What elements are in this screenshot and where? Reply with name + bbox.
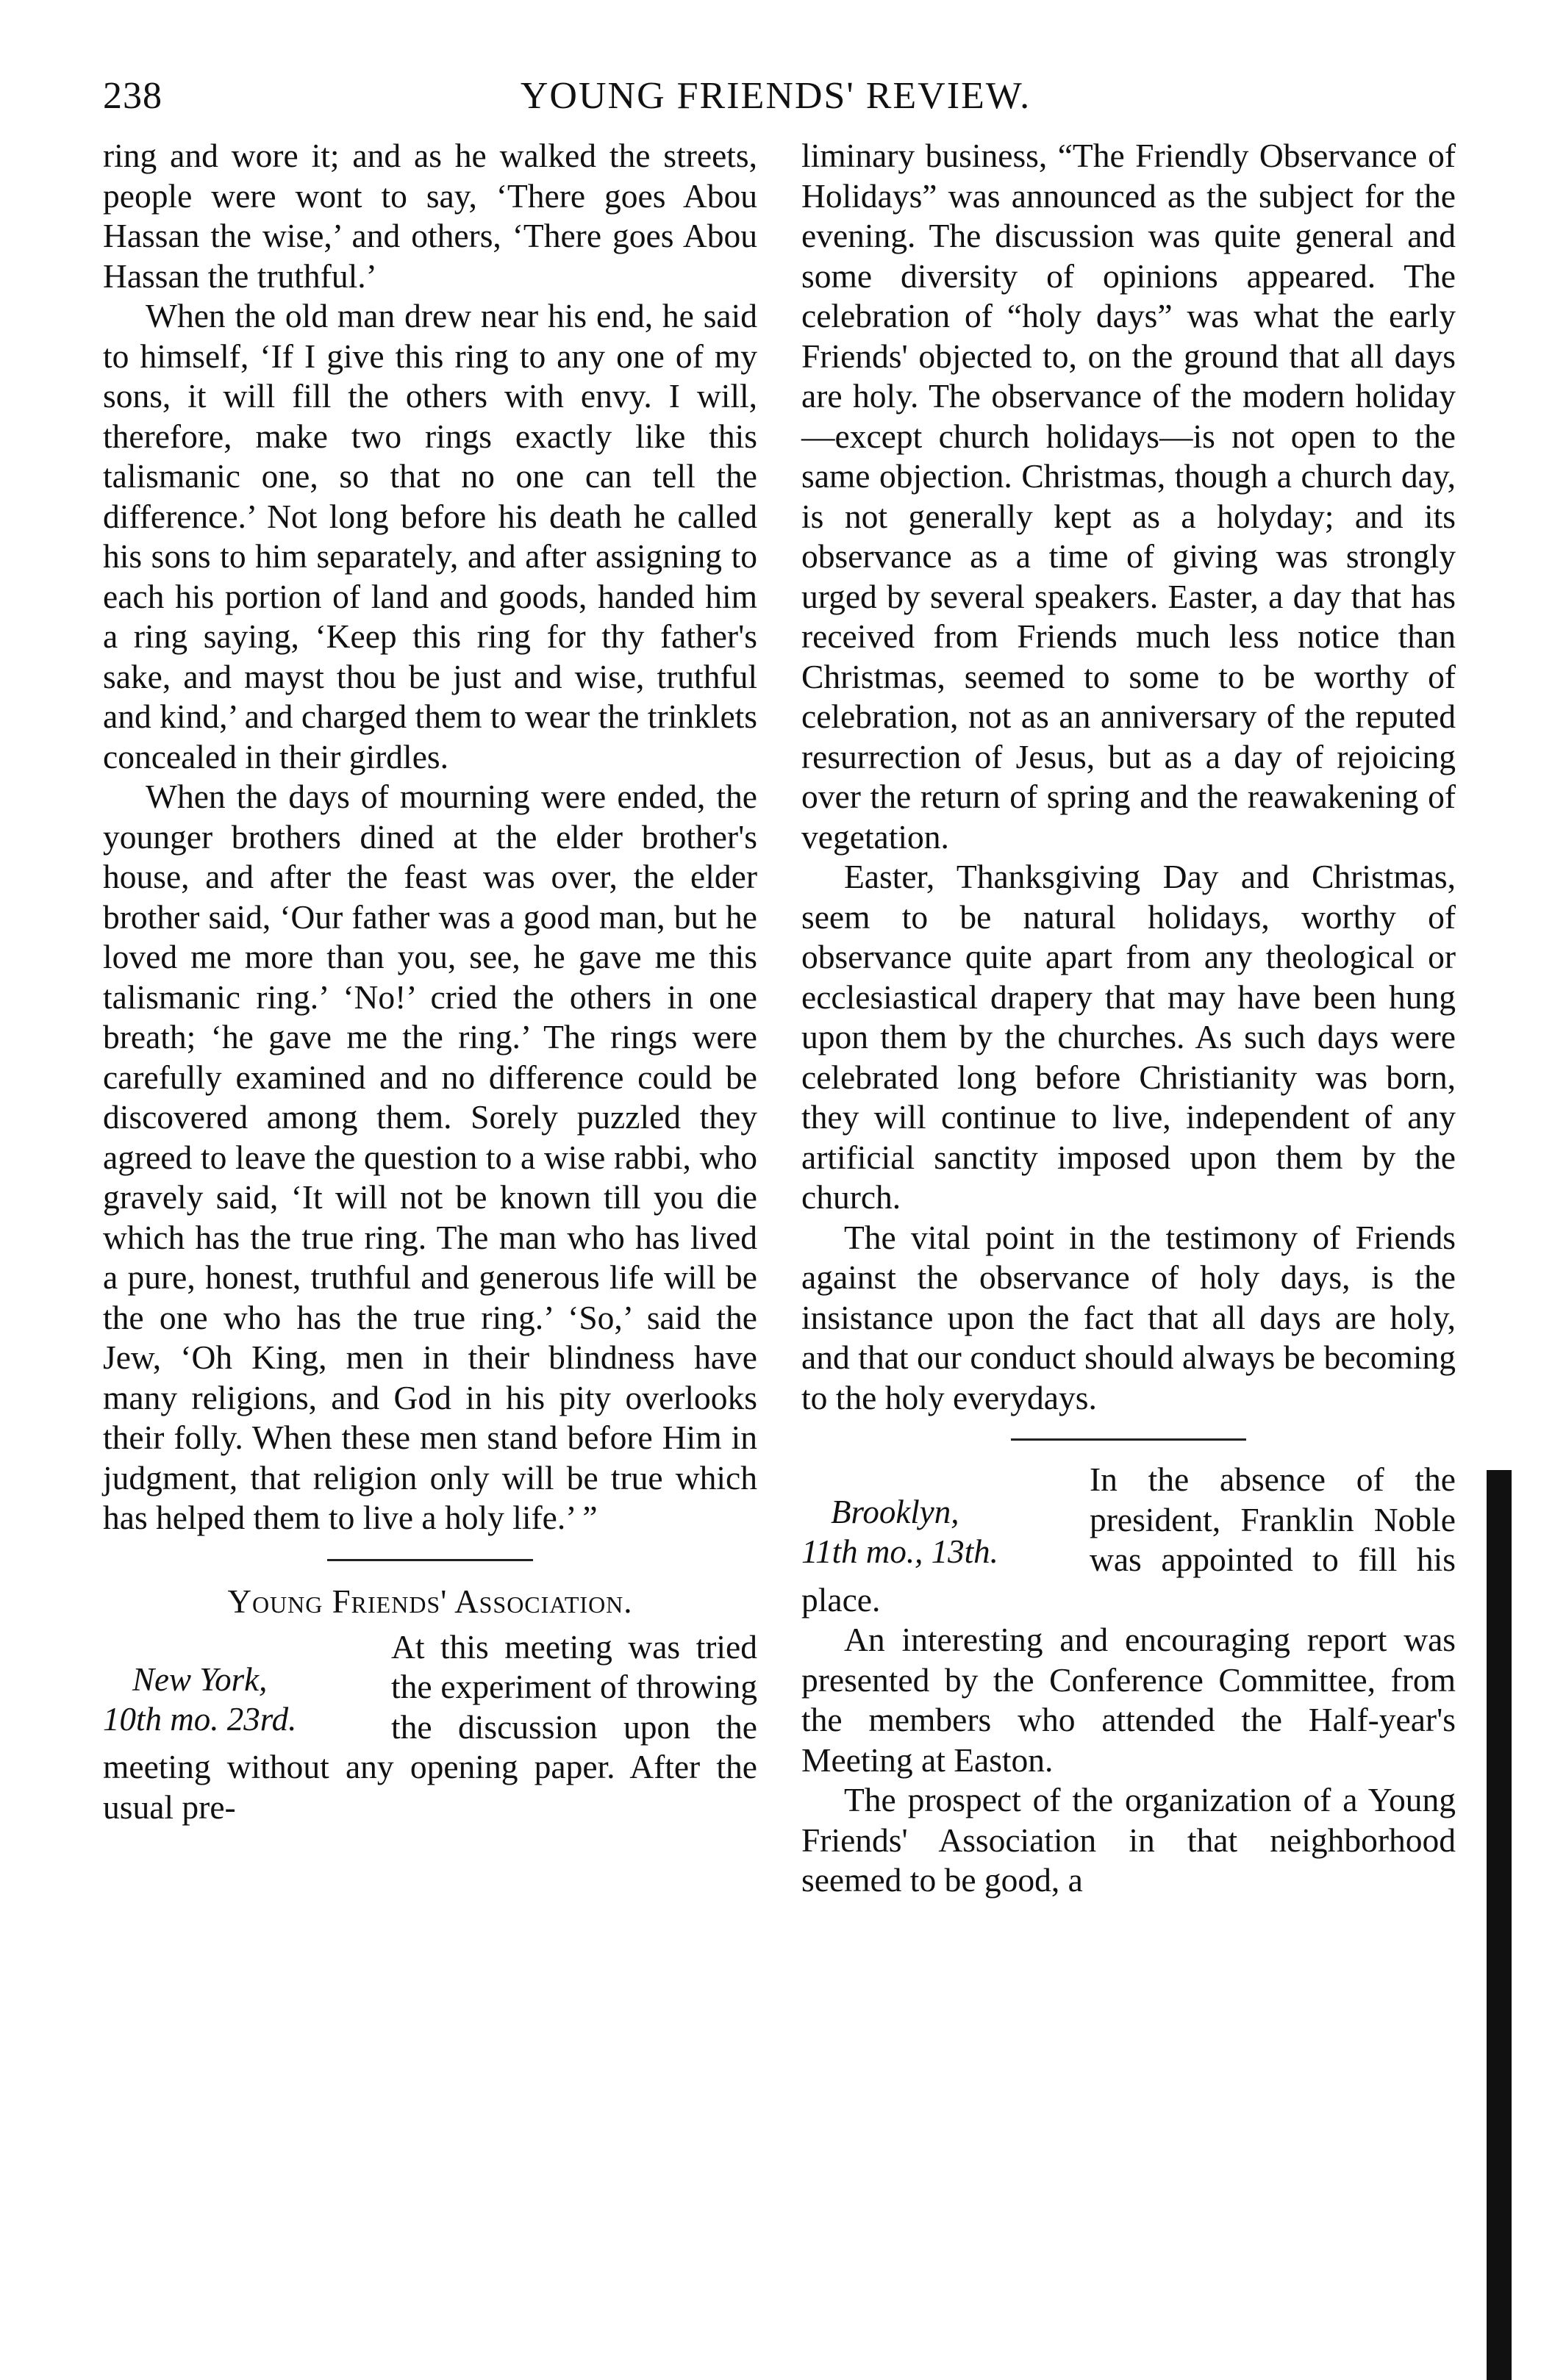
report-text: At this meeting was tried the experiment of throwing the discussion upon the meeting without any opening paper. After the usual pre- — [103, 1627, 757, 1826]
right-column — [801, 136, 1456, 1901]
scan-edge-shadow — [1487, 1470, 1512, 2380]
story-paragraph-continued: ring and wore it; and as he walked the streets, people were wont to say, ‘There goes Abou Hassan the wise,’ and others, ‘There goes Abou Hassan the truthful.’ — [103, 137, 757, 295]
report-paragraph: Easter, Thanksgiving Day and Christmas, seem to be natural holidays, worthy of observance quite apart from any theological or ecclesiastical drapery that may have been hung upon them by the churches. As such days were celebrated long before Christianity was born, they will continue to live, independent of any artificial sanctity imposed upon them by the church. — [801, 858, 1456, 1216]
report-sidehead — [103, 1627, 391, 1739]
report-brooklyn — [801, 1460, 1456, 1620]
report-paragraph: The vital point in the testimony of Friends against the observance of holy days, is the insistance upon the fact that all days are holy, and that our conduct should always be becoming to the holy everydays. — [801, 1218, 1456, 1416]
report-new-york — [103, 1627, 757, 1828]
report-paragraph: An interesting and encouraging report was presented by the Conference Committee, from the members who attended the Half-year's Meeting at Easton. — [801, 1621, 1456, 1779]
page-header — [103, 71, 1448, 122]
report-date: 11th mo., 13th. — [801, 1533, 998, 1570]
section-title: Young Friends' Association. — [227, 1583, 633, 1620]
report-paragraph-continued: liminary business, “The Friendly Observance of Holidays” was announced as the subject for the evening. The discussion was quite general and some diversity of opinions appeared. The celebration of “holy days” was what the early Friends' objected to, on the ground that all days are holy. The observance of the modern holiday —except church holidays—is not open to the same objection. Christmas, though a church day, is not generally kept as a holyday; and its observance as a time of giving was strongly urged by several speakers. Easter, a day that has received from Friends much less notice than Christmas, seemed to some to be worthy of celebration, not as an anniversary of the reputed resurrection of Jesus, but as a day of rejoicing over the return of spring and the reawakening of vegetation. — [801, 137, 1456, 856]
story-paragraph: When the old man drew near his end, he said to himself, ‘If I give this ring to any one of my sons, it will fill the others with envy. I will, therefore, make two rings exactly like this talismanic one, so that no one can tell the difference.’ Not long before his death he called his sons to him separately, and after assigning to each his portion of land and goods, handed him a ring saying, ‘Keep this ring for thy father's sake, and mayst thou be just and wise, truthful and kind,’ and charged them to wear the trinklets concealed in their girdles. — [103, 297, 757, 775]
section-divider — [1011, 1438, 1246, 1441]
report-sidehead — [801, 1460, 1090, 1571]
report-text: In the absence of the president, Franklin Noble was appointed to fill his place. — [801, 1460, 1456, 1619]
report-place: New York, — [132, 1660, 268, 1698]
left-column — [103, 136, 757, 1827]
page-number: 238 — [103, 75, 162, 117]
report-place: Brooklyn, — [831, 1494, 959, 1530]
running-title: YOUNG FRIENDS' REVIEW. — [520, 75, 1031, 117]
report-paragraph: The prospect of the organization of a Young Friends' Association in that neighborhood seemed to be good, a — [801, 1781, 1456, 1899]
section-divider — [327, 1559, 533, 1561]
story-paragraph: When the days of mourning were ended, the younger brothers dined at the elder brother's house, and after the feast was over, the elder brother said, ‘Our father was a good man, but he loved me more than you, see, he gave me this talismanic ring.’ ‘No!’ cried the others in one breath; ‘he gave me the ring.’ The rings were carefully examined and no difference could be discovered among them. Sorely puzzled they agreed to leave the question to a wise rabbi, who gravely said, ‘It will not be known till you die which has the true ring. The man who has lived a pure, honest, truthful and generous life will be the one who has the true ring.’ ‘So,’ said the Jew, ‘Oh King, men in their blindness have many religions, and God in his pity overlooks their folly. When these men stand before Him in judgment, that religion only will be true which has helped them to live a holy life.’ ” — [103, 778, 757, 1536]
report-date: 10th mo. 23rd. — [103, 1700, 297, 1738]
